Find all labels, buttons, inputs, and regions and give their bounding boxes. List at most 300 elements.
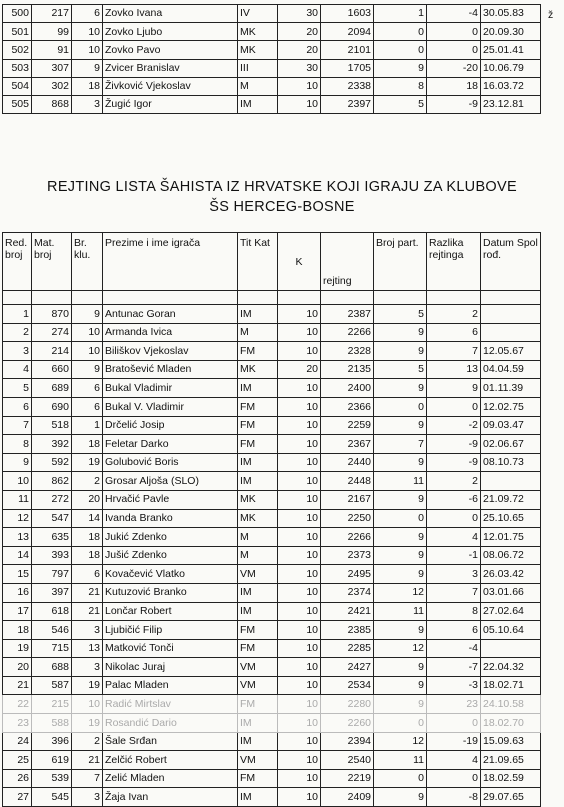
- table-row: [3, 323, 541, 342]
- cell-kat: IM: [238, 95, 278, 113]
- cell-rating: 2266: [321, 323, 374, 342]
- cell-diff: -3: [427, 676, 481, 695]
- table-row: [3, 602, 541, 621]
- table-row: [3, 565, 541, 584]
- table-row: [3, 41, 541, 59]
- header-row: [3, 233, 541, 291]
- table-row: [3, 676, 541, 695]
- cell-mat: 392: [32, 435, 72, 454]
- cell-games: 11: [374, 751, 427, 770]
- cell-games: 9: [374, 788, 427, 807]
- cell-mat: 518: [32, 416, 72, 435]
- cell-diff: 7: [427, 342, 481, 361]
- cell-k: 10: [278, 676, 321, 695]
- table-row: [3, 59, 541, 77]
- cell-k: 10: [278, 528, 321, 547]
- cell-dob: 01.11.39: [481, 379, 541, 398]
- cell-name: Jukić Zdenko: [103, 528, 238, 547]
- cell-diff: 0: [427, 509, 481, 528]
- cell-diff: -4: [427, 5, 481, 23]
- cell-kat: M: [238, 323, 278, 342]
- cell-no: 9: [3, 453, 32, 472]
- cell-diff: 23: [427, 695, 481, 714]
- cell-dob: 25.10.65: [481, 509, 541, 528]
- cell-dob: 24.10.58: [481, 695, 541, 714]
- cell-kat: IM: [238, 732, 278, 751]
- cell-games: 11: [374, 602, 427, 621]
- cell-rating: 2366: [321, 397, 374, 416]
- cell-no: 10: [3, 472, 32, 491]
- cell-k: 10: [278, 472, 321, 491]
- cell-diff: 6: [427, 621, 481, 640]
- cell-games: 9: [374, 621, 427, 640]
- cell-mat: 660: [32, 360, 72, 379]
- cell-dob: 03.01.66: [481, 583, 541, 602]
- header-games: Broj part.: [374, 233, 427, 291]
- cell-rating: 2397: [321, 95, 374, 113]
- cell-kat: VM: [238, 751, 278, 770]
- cell-games: 9: [374, 565, 427, 584]
- cell-name: Ljubičić Filip: [103, 621, 238, 640]
- cell-rating: 2338: [321, 77, 374, 95]
- cell-rating: 2534: [321, 676, 374, 695]
- cell-klu: 9: [72, 59, 103, 77]
- cell-no: 504: [3, 77, 32, 95]
- cell-name: Bukal V. Vladimir: [103, 397, 238, 416]
- cell-dob: 12.05.67: [481, 342, 541, 361]
- cell-klu: 18: [72, 77, 103, 95]
- cell-k: 10: [278, 714, 321, 733]
- cell-kat: IM: [238, 453, 278, 472]
- cell-dob: 29.07.65: [481, 788, 541, 807]
- cell-no: 18: [3, 621, 32, 640]
- cell-games: 9: [374, 490, 427, 509]
- cell-dob: 09.03.47: [481, 416, 541, 435]
- cell-k: 10: [278, 379, 321, 398]
- cell-mat: 274: [32, 323, 72, 342]
- cell-rating: 2385: [321, 621, 374, 640]
- cell-klu: 3: [72, 95, 103, 113]
- cell-games: 9: [374, 546, 427, 565]
- cell-k: 10: [278, 416, 321, 435]
- table-row: [3, 732, 541, 751]
- header-k: K: [278, 233, 321, 291]
- cell-games: 9: [374, 323, 427, 342]
- cell-kat: VM: [238, 658, 278, 677]
- title-line-2: ŠS HERCEG-BOSNE: [209, 199, 355, 215]
- cell-klu: 6: [72, 5, 103, 23]
- cell-rating: 2259: [321, 416, 374, 435]
- cell-no: 502: [3, 41, 32, 59]
- cell-diff: -19: [427, 732, 481, 751]
- cell-mat: 214: [32, 342, 72, 361]
- table-row: [3, 453, 541, 472]
- cell-kat: MK: [238, 509, 278, 528]
- table-row: [3, 397, 541, 416]
- cell-kat: FM: [238, 639, 278, 658]
- cell-diff: 3: [427, 565, 481, 584]
- cell-klu: 20: [72, 490, 103, 509]
- cell-no: 23: [3, 714, 32, 733]
- cell-diff: -9: [427, 453, 481, 472]
- cell-dob: 12.01.75: [481, 528, 541, 547]
- cell-dob: 18.02.59: [481, 769, 541, 788]
- table-row: [3, 751, 541, 770]
- cell-mat: 715: [32, 639, 72, 658]
- cell-name: Biliškov Vjekoslav: [103, 342, 238, 361]
- cell-diff: 13: [427, 360, 481, 379]
- cell-klu: 3: [72, 788, 103, 807]
- table-row: [3, 305, 541, 324]
- table-row: [3, 583, 541, 602]
- cell-games: 8: [374, 77, 427, 95]
- cell-kat: III: [238, 59, 278, 77]
- cell-diff: -8: [427, 788, 481, 807]
- cell-name: Jušić Zdenko: [103, 546, 238, 565]
- cell-kat: FM: [238, 416, 278, 435]
- cell-diff: -1: [427, 546, 481, 565]
- cell-mat: 396: [32, 732, 72, 751]
- cell-rating: 2387: [321, 305, 374, 324]
- cell-dob: 18.02.71: [481, 676, 541, 695]
- cell-k: 10: [278, 95, 321, 113]
- cell-name: Hrvačić Pavle: [103, 490, 238, 509]
- cell-name: Šale Srđan: [103, 732, 238, 751]
- cell-games: 0: [374, 41, 427, 59]
- cell-rating: 2285: [321, 639, 374, 658]
- cell-klu: 19: [72, 676, 103, 695]
- table-row: [3, 528, 541, 547]
- cell-kat: IM: [238, 379, 278, 398]
- cell-diff: 2: [427, 472, 481, 491]
- cell-name: Rosandić Dario: [103, 714, 238, 733]
- cell-dob: 23.12.81: [481, 95, 541, 113]
- cell-no: 14: [3, 546, 32, 565]
- cell-k: 10: [278, 509, 321, 528]
- table-row: [3, 77, 541, 95]
- cell-rating: 2101: [321, 41, 374, 59]
- cell-kat: MK: [238, 41, 278, 59]
- cell-mat: 688: [32, 658, 72, 677]
- cell-kat: VM: [238, 565, 278, 584]
- cell-games: 9: [374, 695, 427, 714]
- cell-k: 10: [278, 658, 321, 677]
- cell-no: 505: [3, 95, 32, 113]
- cell-klu: 1: [72, 416, 103, 435]
- cell-rating: 2400: [321, 379, 374, 398]
- cell-games: 0: [374, 509, 427, 528]
- cell-dob: [481, 472, 541, 491]
- cell-dob: 02.06.67: [481, 435, 541, 454]
- cell-kat: M: [238, 77, 278, 95]
- cell-games: 0: [374, 769, 427, 788]
- table-row: [3, 621, 541, 640]
- cell-k: 10: [278, 305, 321, 324]
- cell-diff: 2: [427, 305, 481, 324]
- cell-name: Zelić Mladen: [103, 769, 238, 788]
- cell-klu: 6: [72, 565, 103, 584]
- cell-kat: IM: [238, 714, 278, 733]
- cell-name: Lončar Robert: [103, 602, 238, 621]
- cell-mat: 99: [32, 23, 72, 41]
- previous-list-table: [2, 4, 541, 114]
- cell-no: 20: [3, 658, 32, 677]
- cell-mat: 215: [32, 695, 72, 714]
- rating-list-table: [2, 232, 541, 807]
- cell-rating: 2495: [321, 565, 374, 584]
- cell-dob: 30.05.83: [481, 5, 541, 23]
- cell-kat: IM: [238, 788, 278, 807]
- cell-games: 9: [374, 379, 427, 398]
- cell-mat: 539: [32, 769, 72, 788]
- cell-dob: 20.09.30: [481, 23, 541, 41]
- cell-mat: 547: [32, 509, 72, 528]
- cell-rating: 2250: [321, 509, 374, 528]
- cell-klu: 10: [72, 323, 103, 342]
- cell-rating: 2409: [321, 788, 374, 807]
- cell-name: Golubović Boris: [103, 453, 238, 472]
- cell-kat: FM: [238, 342, 278, 361]
- cell-no: 4: [3, 360, 32, 379]
- cell-kat: FM: [238, 695, 278, 714]
- table-row: [3, 416, 541, 435]
- cell-name: Zovko Ivana: [103, 5, 238, 23]
- cell-k: 10: [278, 602, 321, 621]
- cell-diff: 0: [427, 769, 481, 788]
- cell-kat: MK: [238, 490, 278, 509]
- cell-mat: 217: [32, 5, 72, 23]
- cell-klu: 6: [72, 397, 103, 416]
- cell-rating: 2440: [321, 453, 374, 472]
- cell-no: 27: [3, 788, 32, 807]
- cell-games: 0: [374, 397, 427, 416]
- cell-no: 1: [3, 305, 32, 324]
- table-row: [3, 360, 541, 379]
- cell-klu: 10: [72, 41, 103, 59]
- cell-name: Radić Mirtslav: [103, 695, 238, 714]
- cell-no: 13: [3, 528, 32, 547]
- cell-k: 10: [278, 565, 321, 584]
- cell-klu: 18: [72, 528, 103, 547]
- cell-name: Žaja Ivan: [103, 788, 238, 807]
- cell-rating: 2373: [321, 546, 374, 565]
- cell-rating: 1603: [321, 5, 374, 23]
- cell-rating: 1705: [321, 59, 374, 77]
- cell-no: 22: [3, 695, 32, 714]
- cell-no: 11: [3, 490, 32, 509]
- cell-klu: 14: [72, 509, 103, 528]
- table-row: [3, 658, 541, 677]
- table-row: [3, 546, 541, 565]
- cell-diff: -7: [427, 658, 481, 677]
- cell-no: 2: [3, 323, 32, 342]
- cell-k: 10: [278, 751, 321, 770]
- cell-name: Bukal Vladimir: [103, 379, 238, 398]
- cell-kat: IM: [238, 583, 278, 602]
- cell-games: 11: [374, 472, 427, 491]
- cell-k: 10: [278, 342, 321, 361]
- cell-games: 9: [374, 658, 427, 677]
- cell-rating: 2219: [321, 769, 374, 788]
- cell-kat: M: [238, 528, 278, 547]
- cell-no: 8: [3, 435, 32, 454]
- cell-name: Kovačević Vlatko: [103, 565, 238, 584]
- cell-name: Kutuzović Branko: [103, 583, 238, 602]
- cell-kat: FM: [238, 397, 278, 416]
- cell-rating: 2374: [321, 583, 374, 602]
- cell-no: 6: [3, 397, 32, 416]
- cell-k: 10: [278, 453, 321, 472]
- cell-name: Armanda Ivica: [103, 323, 238, 342]
- cell-no: 17: [3, 602, 32, 621]
- cell-rating: 2266: [321, 528, 374, 547]
- cell-diff: 0: [427, 23, 481, 41]
- page-title: [0, 177, 564, 217]
- table-row: [3, 788, 541, 807]
- cell-name: Živković Vjekoslav: [103, 77, 238, 95]
- cell-name: Zelčić Robert: [103, 751, 238, 770]
- cell-kat: M: [238, 546, 278, 565]
- cell-no: 26: [3, 769, 32, 788]
- cell-klu: 9: [72, 360, 103, 379]
- cell-diff: 6: [427, 323, 481, 342]
- cell-games: 9: [374, 676, 427, 695]
- cell-diff: 8: [427, 602, 481, 621]
- cell-dob: 22.04.32: [481, 658, 541, 677]
- cell-games: 5: [374, 95, 427, 113]
- spacer-row: [3, 291, 541, 305]
- cell-kat: IV: [238, 5, 278, 23]
- cell-diff: -20: [427, 59, 481, 77]
- cell-diff: -6: [427, 490, 481, 509]
- cell-mat: 619: [32, 751, 72, 770]
- cell-dob: [481, 639, 541, 658]
- cell-kat: FM: [238, 769, 278, 788]
- cell-no: 19: [3, 639, 32, 658]
- cell-rating: 2427: [321, 658, 374, 677]
- cell-mat: 393: [32, 546, 72, 565]
- cell-mat: 870: [32, 305, 72, 324]
- cell-mat: 91: [32, 41, 72, 59]
- cell-name: Palac Mladen: [103, 676, 238, 695]
- cell-rating: 2094: [321, 23, 374, 41]
- cell-klu: 10: [72, 23, 103, 41]
- cell-mat: 546: [32, 621, 72, 640]
- cell-games: 12: [374, 732, 427, 751]
- cell-name: Feletar Darko: [103, 435, 238, 454]
- cell-klu: 19: [72, 453, 103, 472]
- cell-kat: IM: [238, 472, 278, 491]
- cell-rating: 2260: [321, 714, 374, 733]
- rating-list-body: [3, 305, 541, 807]
- cell-mat: 592: [32, 453, 72, 472]
- cell-dob: 04.04.59: [481, 360, 541, 379]
- cell-games: 0: [374, 714, 427, 733]
- cell-diff: 18: [427, 77, 481, 95]
- cell-dob: 05.10.64: [481, 621, 541, 640]
- cell-games: 9: [374, 342, 427, 361]
- table-row: [3, 509, 541, 528]
- cell-diff: 0: [427, 714, 481, 733]
- cell-dob: 26.03.42: [481, 565, 541, 584]
- cell-rating: 2540: [321, 751, 374, 770]
- header-mat: Mat. broj: [32, 233, 72, 291]
- header-no: Red. broj: [3, 233, 32, 291]
- table-row: [3, 5, 541, 23]
- table-row: [3, 379, 541, 398]
- cell-klu: 19: [72, 714, 103, 733]
- cell-k: 10: [278, 77, 321, 95]
- cell-dob: 18.02.70: [481, 714, 541, 733]
- cell-no: 5: [3, 379, 32, 398]
- table-row: [3, 23, 541, 41]
- cell-klu: 2: [72, 732, 103, 751]
- cell-k: 20: [278, 41, 321, 59]
- cell-diff: 0: [427, 41, 481, 59]
- table-row: [3, 435, 541, 454]
- cell-no: 25: [3, 751, 32, 770]
- gender-mark: ž: [548, 9, 554, 21]
- cell-games: 12: [374, 639, 427, 658]
- cell-dob: 08.10.73: [481, 453, 541, 472]
- cell-games: 9: [374, 59, 427, 77]
- cell-name: Drčelić Josip: [103, 416, 238, 435]
- cell-games: 7: [374, 435, 427, 454]
- cell-diff: 0: [427, 397, 481, 416]
- cell-mat: 690: [32, 397, 72, 416]
- cell-rating: 2135: [321, 360, 374, 379]
- cell-klu: 3: [72, 658, 103, 677]
- cell-no: 503: [3, 59, 32, 77]
- cell-mat: 307: [32, 59, 72, 77]
- cell-no: 16: [3, 583, 32, 602]
- cell-dob: 27.02.64: [481, 602, 541, 621]
- cell-mat: 618: [32, 602, 72, 621]
- cell-dob: 25.01.41: [481, 41, 541, 59]
- cell-kat: VM: [238, 676, 278, 695]
- table-row: [3, 472, 541, 491]
- cell-klu: 10: [72, 342, 103, 361]
- cell-k: 20: [278, 360, 321, 379]
- cell-rating: 2280: [321, 695, 374, 714]
- cell-k: 10: [278, 621, 321, 640]
- cell-name: Matković Tonči: [103, 639, 238, 658]
- header-name: Prezime i ime igrača: [103, 233, 238, 291]
- cell-name: Bratošević Mladen: [103, 360, 238, 379]
- table-row: [3, 695, 541, 714]
- cell-mat: 862: [32, 472, 72, 491]
- cell-dob: 12.02.75: [481, 397, 541, 416]
- cell-mat: 868: [32, 95, 72, 113]
- cell-dob: 21.09.72: [481, 490, 541, 509]
- table-row: [3, 714, 541, 733]
- cell-klu: 13: [72, 639, 103, 658]
- cell-kat: IM: [238, 305, 278, 324]
- cell-k: 10: [278, 769, 321, 788]
- cell-no: 3: [3, 342, 32, 361]
- cell-k: 10: [278, 695, 321, 714]
- cell-rating: 2167: [321, 490, 374, 509]
- cell-kat: FM: [238, 435, 278, 454]
- cell-name: Ivanda Branko: [103, 509, 238, 528]
- title-line-1: REJTING LISTA ŠAHISTA IZ HRVATSKE KOJI IGRAJU ZA KLUBOVE: [47, 179, 517, 195]
- cell-no: 501: [3, 23, 32, 41]
- table-row: [3, 769, 541, 788]
- cell-mat: 588: [32, 714, 72, 733]
- table-row: [3, 639, 541, 658]
- cell-rating: 2367: [321, 435, 374, 454]
- cell-no: 7: [3, 416, 32, 435]
